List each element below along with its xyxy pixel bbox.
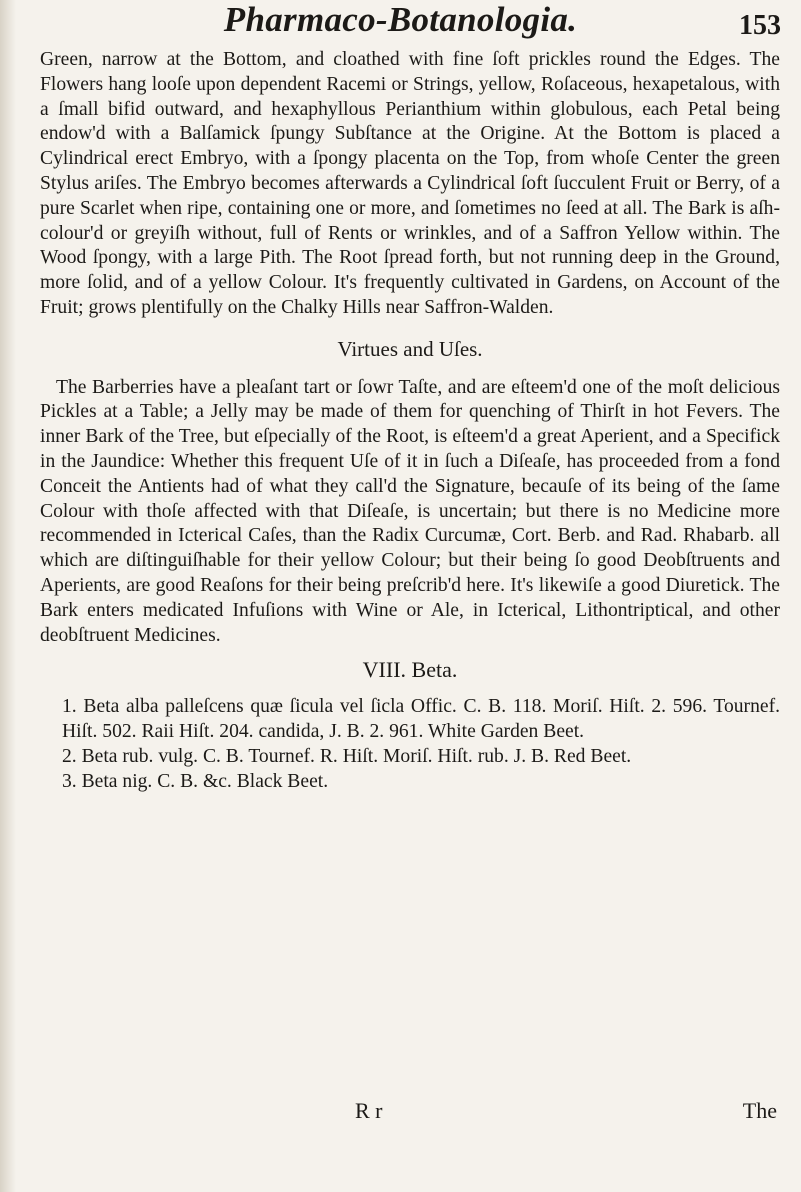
signature-mark: R r <box>355 1098 383 1123</box>
page-header <box>0 0 801 50</box>
synonym-entry-3: 3. Beta nig. C. B. &c. Black Beet. <box>62 770 329 792</box>
virtues-paragraph: The Barberries have a pleaſant tart or ſowr Taſte, and are eſteem'd one of the moſt delicious Pickles at a Table; a Jelly may be made of them for quenching of Thirſt in hot Fevers. The inner Bark of the Tree, but eſpecially of the Root, is eſteem'd a great Aperient, and a Specifick in the Jaundice: Whether this frequent Uſe of it in ſuch a Diſeaſe, has proceeded from a fond Conceit the Antients had of what they call'd the Signature, becauſe of its being of the ſame Colour with thoſe affected with that Diſeaſe, is uncertain; but there is no Medicine more recommended in Icterical Caſes, than the Radix Curcumæ, Cort. Berb. and Rad. Rhabarb. all which are diſtinguiſhable for their yellow Colour; but their being ſo good Deobſtruents and Aperients, are good Reaſons for their being preſcrib'd here. It's likewiſe a good Diuretick. The Bark enters medicated Infuſions with Wine or Ale, in Icterical, Lithontriptical, and other deobſtruent Medicines. <box>40 376 780 646</box>
page-footer <box>0 1098 801 1128</box>
page-body <box>40 48 780 794</box>
page-number: 153 <box>739 10 781 41</box>
description-paragraph: Green, narrow at the Bottom, and cloathed with fine ſoft prickles round the Edges. The Flowers hang looſe upon dependent Racemi or Strings, yellow, Roſaceous, hexapetalous, with a ſmall bifid outward, and hexaphyllous Perianthium within globulous, each Petal being endow'd with a Balſamick ſpungy Subſtance at the Origine. At the Bottom is placed a Cylindrical erect Embryo, with a ſpongy placenta on the Top, from whoſe Center the green Stylus ariſes. The Embryo becomes afterwards a Cylindrical ſoft ſucculent Fruit or Berry, of a pure Scarlet when ripe, containing one or more, and ſometimes no ſeed at all. The Bark is aſh-colour'd or greyiſh without, full of Rents or wrinkles, and of a Saffron Yellow within. The Wood ſpongy, with a large Pith. The Root ſpread forth, but not running deep in the Ground, more ſolid, and of a yellow Colour. It's frequently cultivated in Gardens, on Account of the Fruit; grows plentifully on the Chalky Hills near Saffron-Walden. <box>40 49 780 318</box>
synonym-entry-2: 2. Beta rub. vulg. C. B. Tournef. R. Hiſt. Moriſ. Hiſt. rub. J. B. Red Beet. <box>62 745 632 767</box>
virtues-heading: Virtues and Uſes. <box>337 336 483 361</box>
section-heading-beta: VIII. Beta. <box>362 657 458 683</box>
catchword: The <box>742 1098 777 1123</box>
running-head: Pharmaco-Botanologia. <box>223 0 578 39</box>
page-gutter-shadow <box>0 0 16 1192</box>
synonym-entry-1: 1. Beta alba palleſcens quæ ſicula vel ſicla Offic. C. B. 118. Moriſ. Hiſt. 2. 596. Tournef. Hiſt. 502. Raii Hiſt. 204. candida, J. B. 2. 961. White Garden Beet. <box>62 696 780 742</box>
